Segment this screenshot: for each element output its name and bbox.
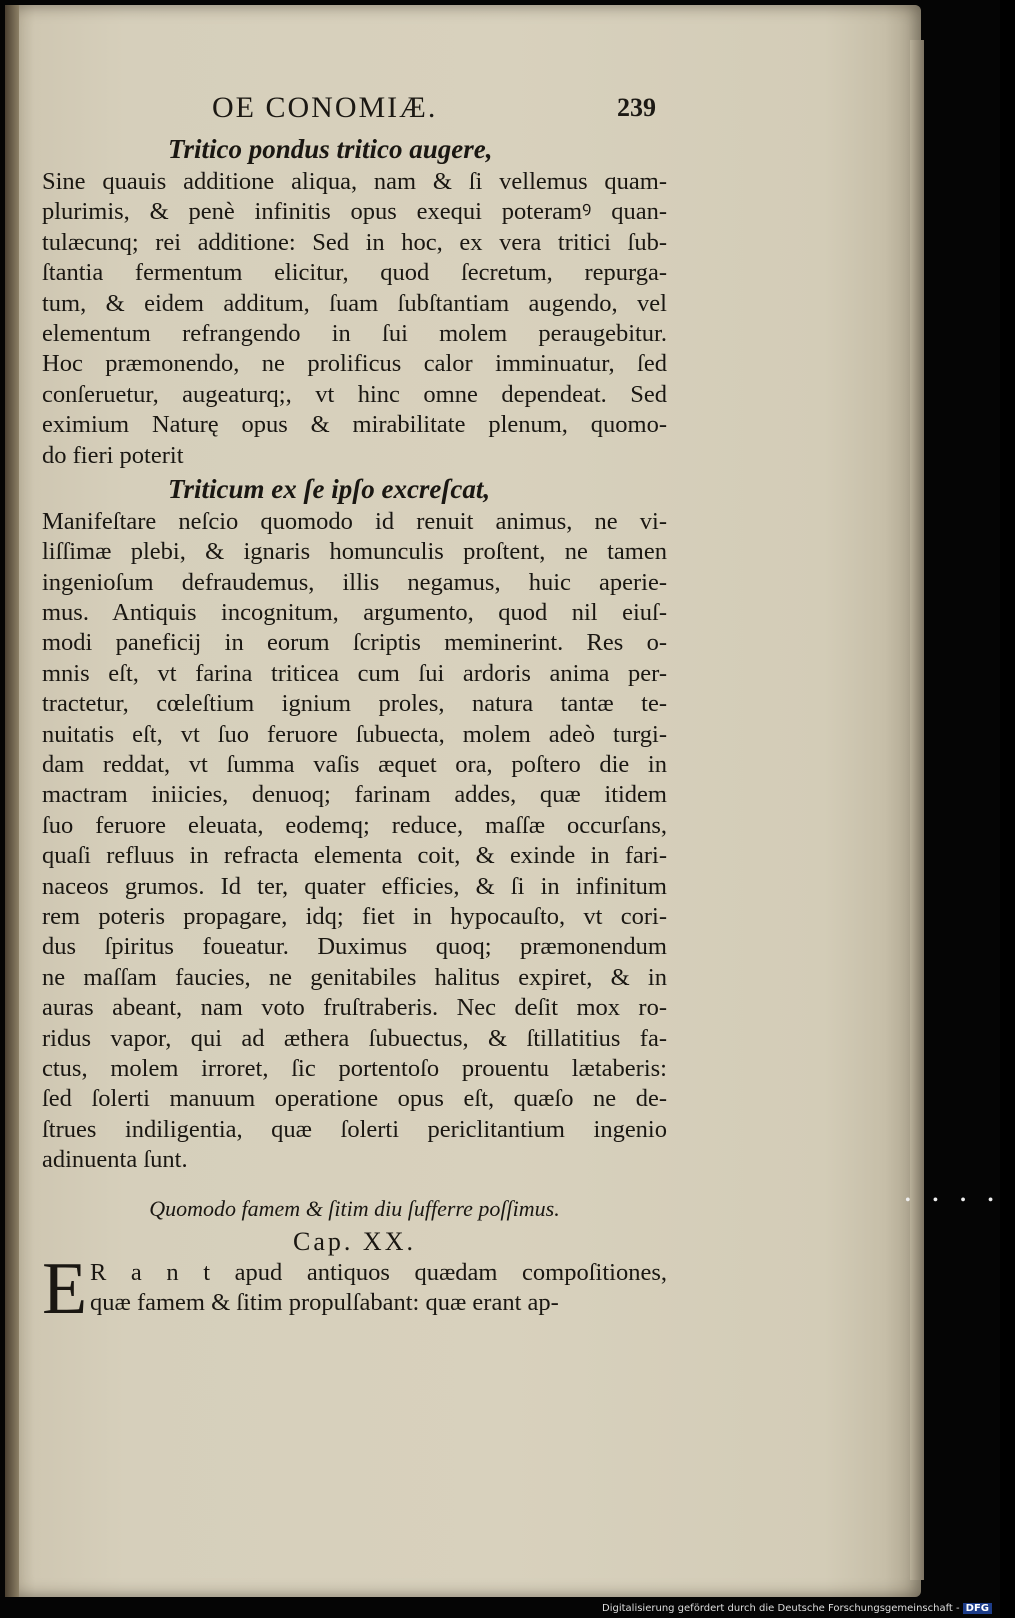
running-head: [5, 91, 921, 131]
text-line: ſtrues indiligentia, quæ ſolerti periclitantium ingenio: [42, 1115, 667, 1143]
text-line: R a n t apud antiquos quædam compoſitiones,: [90, 1258, 667, 1286]
paragraph: [42, 507, 667, 1176]
text-line: dam reddat, vt ſumma vaſis æquet ora, poſtero die in: [42, 751, 667, 779]
text-line: auras abeant, nam voto fruſtraberis. Nec deſit mox ro-: [42, 994, 667, 1022]
main-text: [42, 131, 667, 1330]
text-line: adinuenta ſunt.: [42, 1146, 188, 1174]
text-line: ingenioſum defraudemus, illis negamus, huic aperie-: [42, 568, 667, 596]
paragraph: [90, 1258, 667, 1319]
text-line: mactram iniicies, denuoq; farinam addes, quæ itidem: [42, 781, 667, 809]
digitization-credit: [602, 1603, 992, 1614]
chapter-title: Quomodo famem & ſitim diu ſufferre poſſimus.: [149, 1195, 560, 1221]
text-line: eximium Naturę opus & mirabilitate plenum, quomo-: [42, 411, 667, 439]
text-line: quaſi refluus in refracta elementa coit, & exinde in fari-: [42, 842, 667, 870]
text-line: tum, & eidem additum, ſuam ſubſtantiam augendo, vel: [42, 289, 667, 317]
section-heading: Triticum ex ſe ipſo excreſcat,: [168, 473, 491, 504]
paragraph: [42, 167, 667, 471]
dfg-logo: DFG: [963, 1603, 992, 1614]
text-line: conſeruetur, augeaturq;, vt hinc omne dependeat. Sed: [42, 380, 667, 408]
text-line: mnis eſt, vt farina triticea cum ſui ardoris anima per-: [42, 659, 667, 687]
text-line: nuitatis eſt, vt ſuo feruore ſubuecta, molem adeò turgi-: [42, 720, 667, 748]
text-line: mus. Antiquis incognitum, argumento, quod nil eiuſ-: [42, 599, 667, 627]
text-line: Manifeſtare neſcio quomodo id renuit animus, ne vi-: [42, 507, 667, 535]
text-line: Hoc præmonendo, ne prolificus calor imminuatur, ſed: [42, 350, 667, 378]
text-line: elementum refrangendo in ſui molem peraugebitur.: [42, 319, 667, 347]
text-line: ne maſſam faucies, ne genitabiles halitus expiret, & in: [42, 963, 667, 991]
credit-text: Digitalisierung gefördert durch die Deutsche Forschungsgemeinschaft -: [602, 1603, 960, 1614]
chapter-number: Cap. XX.: [293, 1226, 416, 1256]
running-title: OE CONOMIÆ.: [212, 91, 438, 124]
book-gutter: [5, 5, 19, 1597]
text-line: ſtantia fermentum elicitur, quod ſecretum, repurga-: [42, 259, 667, 287]
section-heading: Tritico pondus tritico augere,: [168, 134, 493, 164]
edge-markers: ••••: [905, 1192, 1015, 1209]
text-line: liſſimæ plebi, & ignaris homunculis proſtent, ne tamen: [42, 538, 667, 566]
text-line: ctus, molem irroret, ſic portentoſo prouentu lætaberis:: [42, 1054, 667, 1082]
page-number: 239: [617, 93, 656, 122]
text-line: Sine quauis additione aliqua, nam & ſi vellemus quam-: [42, 168, 667, 195]
text-line: plurimis, & penè infinitis opus exequi poteramꝰ quan-: [42, 198, 667, 226]
text-line: ſuo feruore eleuata, eodemq; reduce, maſſæ occurſans,: [42, 811, 667, 839]
text-line: modi paneficij in eorum ſcriptis meminerint. Res o-: [42, 629, 667, 657]
book-page: [5, 5, 921, 1597]
text-line: ridus vapor, qui ad æthera ſubuectus, & ſtillatitius fa-: [42, 1024, 667, 1052]
text-line: do fieri poterit: [42, 441, 184, 469]
text-line: rem poteris propagare, idq; fiet in hypocauſto, vt cori-: [42, 902, 667, 930]
drop-cap: E: [42, 1247, 88, 1330]
chapter-opening: [42, 1247, 667, 1330]
text-line: dus ſpiritus foueatur. Duximus quoq; præmonendum: [42, 933, 667, 961]
spacer: [42, 1176, 667, 1192]
text-line: quæ famem & ſitim propulſabant: quæ erant ap-: [90, 1288, 559, 1316]
text-line: naceos grumos. Id ter, quater efficies, & ſi in infinitum: [42, 872, 667, 900]
text-line: ſed ſolerti manuum operatione opus eſt, quæſo ne de-: [42, 1085, 667, 1113]
text-line: tulæcunq; rei additione: Sed in hoc, ex vera tritici ſub-: [42, 228, 667, 256]
text-line: tractetur, cœleſtium ignium proles, natura tantæ te-: [42, 690, 667, 718]
next-page-edge: [910, 40, 924, 1580]
